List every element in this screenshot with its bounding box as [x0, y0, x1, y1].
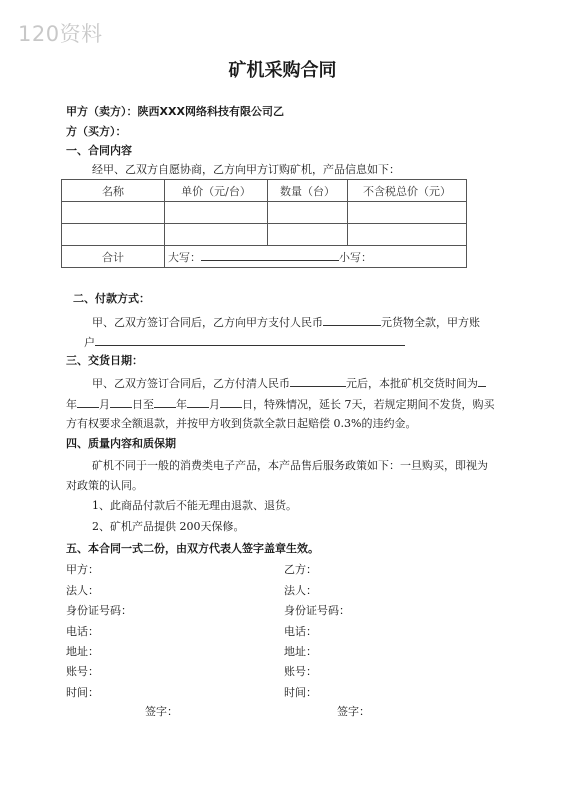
section3-heading: 三、交货日期： [66, 354, 143, 367]
section2-heading: 二、付款方式： [73, 292, 150, 305]
party-a-phone-field: 电话： [66, 625, 99, 638]
contract-title: 矿机采购合同 [228, 60, 337, 81]
party-a-time-field: 时间： [66, 686, 99, 699]
party-a-id-field: 身份证号码： [66, 604, 132, 617]
party-b-address-field: 地址： [284, 645, 317, 658]
table-header-row [62, 180, 467, 202]
party-b-line: 方（买方）： [66, 125, 127, 138]
capital-label: 大写： [168, 250, 201, 264]
party-a-signature-field: 甲方： [66, 563, 99, 576]
party-b-sign-label: 签字： [337, 705, 370, 718]
section3-line3: 方有权要求全额退款，并按甲方收到货款全款日起赔偿 0.3%的违约金。 [66, 417, 417, 430]
party-a-legal-rep-field: 法人： [66, 584, 99, 597]
section2-line1: 甲、乙双方签订合同后，乙方向甲方支付人民币 元货物全款，甲方账 [92, 316, 480, 329]
party-b-phone-field: 电话： [284, 625, 317, 638]
section3-line2: 年 月 日至 年 月 日，特殊情况，延长 7天，若规定期间不发货，购买 [66, 398, 495, 411]
section4-item2: 2、矿机产品提供 200天保修。 [92, 520, 245, 533]
section3-line1: 甲、乙双方签订合同后，乙方付清人民币 元后，本批矿机交货时间为 [92, 375, 486, 391]
total-amount-cell [165, 246, 467, 268]
total-label: 合计 [62, 246, 165, 268]
party-a-line: 甲方（卖方）：陕西XXX网络科技有限公司乙 [66, 105, 284, 118]
section4-item1: 1、此商品付款后不能无理由退款、退货。 [92, 499, 297, 512]
watermark: 120资料 [18, 22, 103, 46]
section4-heading: 四、质量内容和质保期 [66, 437, 176, 450]
table-row [62, 202, 467, 224]
header-total: 不含税总价（元） [348, 180, 467, 202]
section5-heading: 五、本合同一式二份，由双方代表人签字盖章生效。 [66, 542, 319, 555]
party-b-id-field: 身份证号码： [284, 604, 350, 617]
goods-table [61, 179, 467, 268]
party-a-address-field: 地址： [66, 645, 99, 658]
table-total-row [62, 246, 467, 268]
party-b-account-field: 账号： [284, 665, 317, 678]
header-name: 名称 [62, 180, 165, 202]
section1-intro: 经甲、乙双方自愿协商，乙方向甲方订购矿机，产品信息如下： [92, 163, 400, 176]
lower-label: 小写： [339, 250, 372, 264]
party-b-legal-rep-field: 法人： [284, 584, 317, 597]
table-row [62, 224, 467, 246]
header-unit-price: 单价（元/台） [165, 180, 268, 202]
section2-line2: 户 [84, 334, 405, 350]
section4-line1: 矿机不同于一般的消费类电子产品，本产品售后服务政策如下：一旦购买，即视为 [92, 459, 488, 472]
party-a-sign-label: 签字： [145, 705, 178, 718]
party-a-account-field: 账号： [66, 665, 99, 678]
section1-heading: 一、合同内容 [66, 144, 132, 157]
header-quantity: 数量（台） [268, 180, 348, 202]
party-b-signature-field: 乙方： [284, 563, 317, 576]
section4-line2: 对政策的认同。 [66, 479, 143, 492]
party-b-time-field: 时间： [284, 686, 317, 699]
